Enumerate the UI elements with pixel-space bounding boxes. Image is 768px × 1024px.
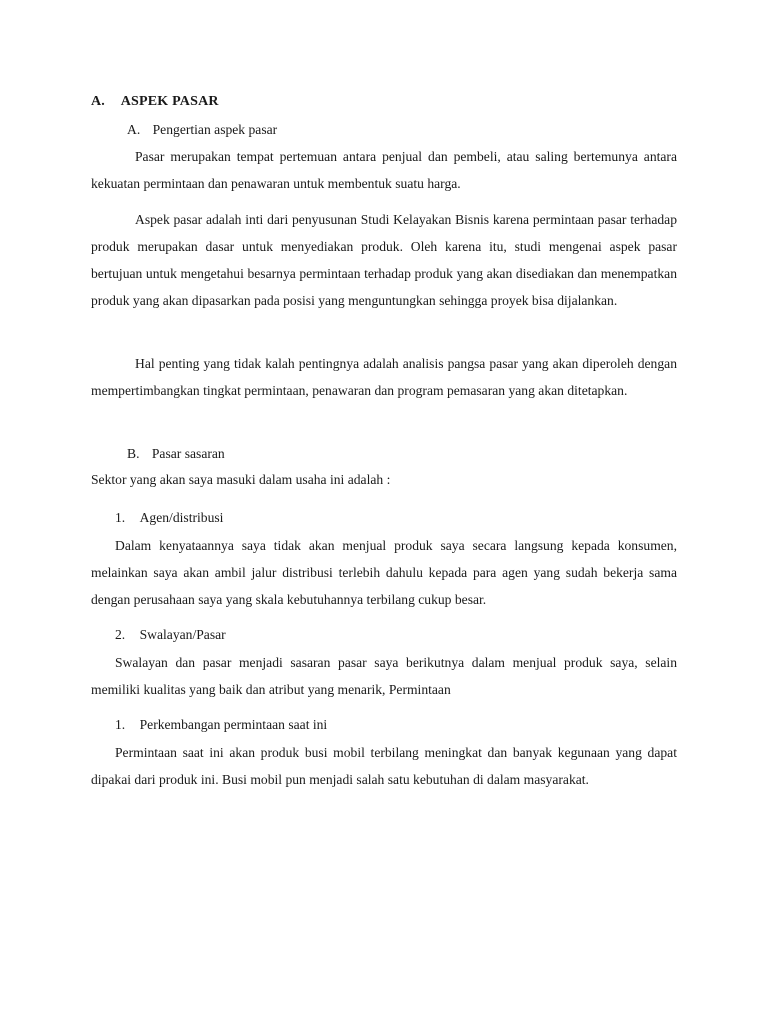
subheading-a	[127, 122, 277, 138]
list-item-title: Perkembangan permintaan saat ini	[139, 717, 328, 732]
list-item-heading	[115, 510, 223, 526]
section-title: ASPEK PASAR	[120, 94, 219, 109]
subheading-a-letter: A.	[127, 122, 141, 137]
list-item-paragraph: Swalayan dan pasar menjadi sasaran pasar saya berikutnya dalam menjual produk saya, selain memiliki kualitas yang baik dan atribut yang menarik, Permintaan	[91, 655, 677, 697]
list-item-heading	[115, 627, 226, 643]
list-item-title: Agen/distribusi	[139, 510, 224, 525]
section-letter: A.	[91, 94, 106, 109]
subheading-b-title: Pasar sasaran	[151, 446, 225, 461]
subheading-b-letter: B.	[127, 446, 140, 461]
list-item-paragraph: Dalam kenyataannya saya tidak akan menjual produk saya secara langsung kepada konsumen, melainkan saya akan ambil jalur distribusi terlebih dahulu kepada para agen yang sudah bekerja sama dengan perusahaan saya yang skala kebutuhannya terbilang cukup besar.	[91, 538, 677, 607]
list-item-number: 2.	[115, 627, 126, 642]
list-item-title: Swalayan/Pasar	[139, 627, 226, 642]
paragraph-aspek-pasar: Aspek pasar adalah inti dari penyusunan Studi Kelayakan Bisnis karena permintaan pasar terhadap produk merupakan dasar untuk menyediakan produk. Oleh karena itu, studi mengenai aspek pasar bertujuan untuk mengetahui besarnya permintaan terhadap produk yang akan disediakan dan menempatkan produk yang akan dipasarkan pada posisi yang menguntungkan sehingga proyek bisa dijalankan.	[91, 212, 677, 308]
paragraph-pasar-definition: Pasar merupakan tempat pertemuan antara penjual dan pembeli, atau saling bertemunya antara kekuatan permintaan dan penawaran untuk membentuk suatu harga.	[91, 149, 677, 191]
section-heading	[91, 94, 219, 110]
list-item-paragraph: Permintaan saat ini akan produk busi mobil terbilang meningkat dan banyak kegunaan yang dapat dipakai dari produk ini. Busi mobil pun menjadi salah satu kebutuhan di dalam masyarakat.	[91, 745, 677, 787]
list-item-number: 1.	[115, 717, 126, 732]
list-item-heading	[115, 717, 327, 733]
paragraph-pangsa-pasar: Hal penting yang tidak kalah pentingnya adalah analisis pangsa pasar yang akan diperoleh dengan mempertimbangkan tingkat permintaan, penawaran dan program pemasaran yang akan ditetapkan.	[91, 356, 677, 398]
list-item-number: 1.	[115, 510, 126, 525]
subheading-a-title: Pengertian aspek pasar	[152, 122, 278, 137]
sector-intro: Sektor yang akan saya masuki dalam usaha ini adalah :	[91, 472, 391, 487]
subheading-b	[127, 446, 225, 462]
